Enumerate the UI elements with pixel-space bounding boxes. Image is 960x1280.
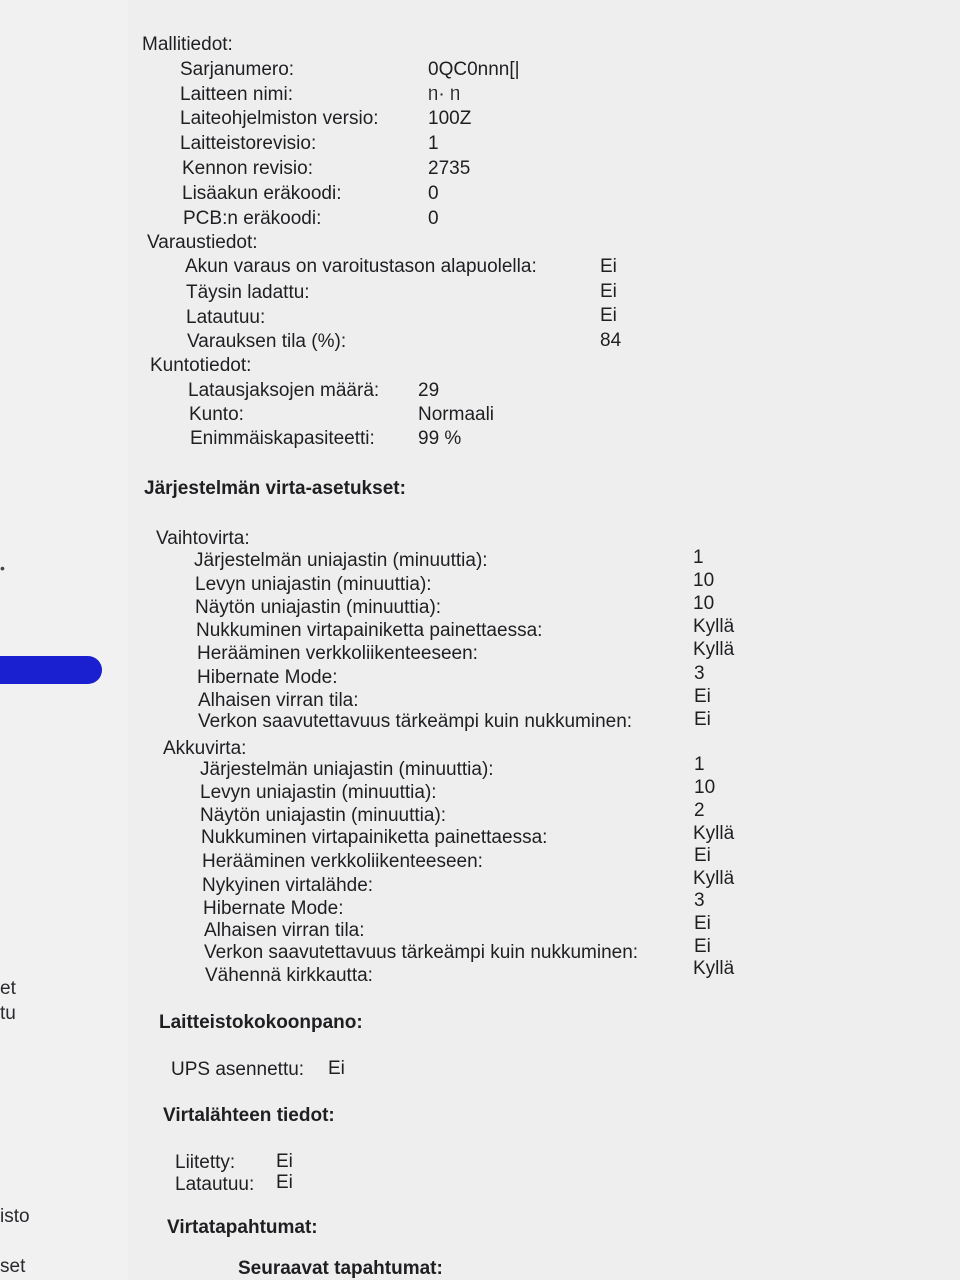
battery-row-label: Levyn uniajastin (minuuttia): — [200, 782, 437, 803]
power-source-heading: Virtalähteen tiedot: — [163, 1105, 335, 1126]
battery-row-value: 10 — [694, 777, 716, 798]
charge-row-label: Täysin ladattu: — [186, 282, 310, 303]
ac-row-label: Levyn uniajastin (minuuttia): — [195, 574, 432, 595]
ac-row-value: Kyllä — [693, 639, 735, 660]
battery-row-label: Verkon saavutettavuus tärkeämpi kuin nukkuminen: — [204, 942, 639, 963]
model-row-value: ᥒ· ᥒ — [428, 84, 461, 105]
ac-row-label: Näytön uniajastin (minuuttia): — [195, 597, 442, 618]
battery-row-label: Vähennä kirkkautta: — [205, 965, 373, 986]
model-row-value: 1 — [428, 133, 439, 154]
ac-row-label: Herääminen verkkoliikenteeseen: — [197, 643, 478, 664]
sidebar-item-fragment[interactable]: set — [0, 1256, 26, 1277]
model-row-label: Laitteistorevisio: — [180, 133, 317, 154]
health-row-value: 99 % — [418, 428, 462, 449]
sidebar-item-fragment[interactable]: isto — [0, 1206, 30, 1227]
health-row-label: Kunto: — [189, 404, 244, 425]
sidebar-selected-item[interactable] — [0, 656, 102, 684]
model-row-label: Laiteohjelmiston versio: — [180, 108, 379, 129]
ac-row-value: Kyllä — [693, 616, 735, 637]
power-events-heading: Virtatapahtumat: — [167, 1217, 318, 1238]
ac-row-label: Järjestelmän uniajastin (minuuttia): — [194, 550, 488, 571]
report-content — [128, 0, 960, 1280]
charge-row-label: Latautuu: — [186, 307, 266, 328]
health-row-label: Latausjaksojen määrä: — [188, 380, 380, 401]
ac-row-label: Hibernate Mode: — [197, 667, 338, 688]
sidebar — [0, 0, 129, 1280]
model-row-label: Laitteen nimi: — [180, 84, 294, 105]
ac-row-value: 10 — [693, 593, 715, 614]
battery-row-value: 2 — [694, 800, 705, 821]
model-info-heading: Mallitiedot: — [142, 34, 233, 55]
hardware-config-heading: Laitteistokokoonpano: — [159, 1012, 363, 1033]
battery-row-value: Ei — [694, 845, 711, 866]
ups-installed-value: Ei — [328, 1058, 345, 1079]
health-row-label: Enimmäiskapasiteetti: — [190, 428, 375, 449]
sidebar-bullet-icon: • — [0, 560, 5, 576]
charge-row-label: Varauksen tila (%): — [187, 331, 347, 352]
health-row-value: 29 — [418, 380, 440, 401]
battery-row-value: Kyllä — [693, 958, 735, 979]
charge-row-value: Ei — [600, 256, 617, 277]
ac-row-label: Alhaisen virran tila: — [198, 690, 359, 711]
health-row-value: Normaali — [418, 404, 495, 425]
sidebar-item-fragment[interactable]: tu — [0, 1003, 16, 1024]
ac-row-value: Ei — [694, 709, 711, 730]
power-source-row-label: Latautuu: — [175, 1174, 255, 1195]
model-row-value: 0QC0nnn[| — [428, 59, 520, 80]
battery-row-value: 1 — [694, 754, 705, 775]
model-row-label: Sarjanumero: — [180, 59, 295, 80]
ac-row-value: 10 — [693, 570, 715, 591]
battery-row-label: Hibernate Mode: — [203, 898, 344, 919]
charge-row-label: Akun varaus on varoitustason alapuolella: — [185, 256, 537, 277]
model-row-value: 0 — [428, 183, 439, 204]
power-settings-heading: Järjestelmän virta-asetukset: — [144, 478, 406, 499]
power-source-row-value: Ei — [276, 1151, 293, 1172]
battery-row-label: Alhaisen virran tila: — [204, 920, 365, 941]
next-events-heading: Seuraavat tapahtumat: — [238, 1258, 443, 1279]
model-row-value: 0 — [428, 208, 439, 229]
battery-row-value: Kyllä — [693, 823, 735, 844]
battery-row-label: Nukkuminen virtapainiketta painettaessa: — [201, 827, 548, 848]
ups-installed-label: UPS asennettu: — [171, 1059, 305, 1080]
battery-row-value: Kyllä — [693, 868, 735, 889]
battery-row-label: Näytön uniajastin (minuuttia): — [200, 805, 447, 826]
model-row-label: PCB:n eräkoodi: — [183, 208, 322, 229]
ac-row-label: Verkon saavutettavuus tärkeämpi kuin nukkuminen: — [198, 711, 633, 732]
health-info-heading: Kuntotiedot: — [150, 355, 252, 376]
battery-row-value: Ei — [694, 913, 711, 934]
sidebar-item-fragment[interactable]: et — [0, 978, 16, 999]
model-row-label: Kennon revisio: — [182, 158, 313, 179]
model-row-value: 2735 — [428, 158, 471, 179]
battery-row-label: Herääminen verkkoliikenteeseen: — [202, 851, 483, 872]
ac-row-label: Nukkuminen virtapainiketta painettaessa: — [196, 620, 543, 641]
charge-info-heading: Varaustiedot: — [147, 232, 258, 253]
charge-row-value: Ei — [600, 305, 617, 326]
power-source-row-label: Liitetty: — [175, 1152, 236, 1173]
power-source-row-value: Ei — [276, 1172, 293, 1193]
charge-row-value: 84 — [600, 330, 622, 351]
ac-power-heading: Vaihtovirta: — [156, 528, 250, 549]
battery-row-label: Nykyinen virtalähde: — [202, 875, 374, 896]
battery-row-value: 3 — [694, 890, 705, 911]
model-row-value: 100Z — [428, 108, 472, 129]
battery-power-heading: Akkuvirta: — [163, 738, 247, 759]
ac-row-value: 1 — [693, 547, 704, 568]
battery-row-label: Järjestelmän uniajastin (minuuttia): — [200, 759, 494, 780]
model-row-label: Lisäakun eräkoodi: — [182, 183, 342, 204]
charge-row-value: Ei — [600, 281, 617, 302]
ac-row-value: 3 — [694, 663, 705, 684]
ac-row-value: Ei — [694, 686, 711, 707]
battery-row-value: Ei — [694, 936, 711, 957]
